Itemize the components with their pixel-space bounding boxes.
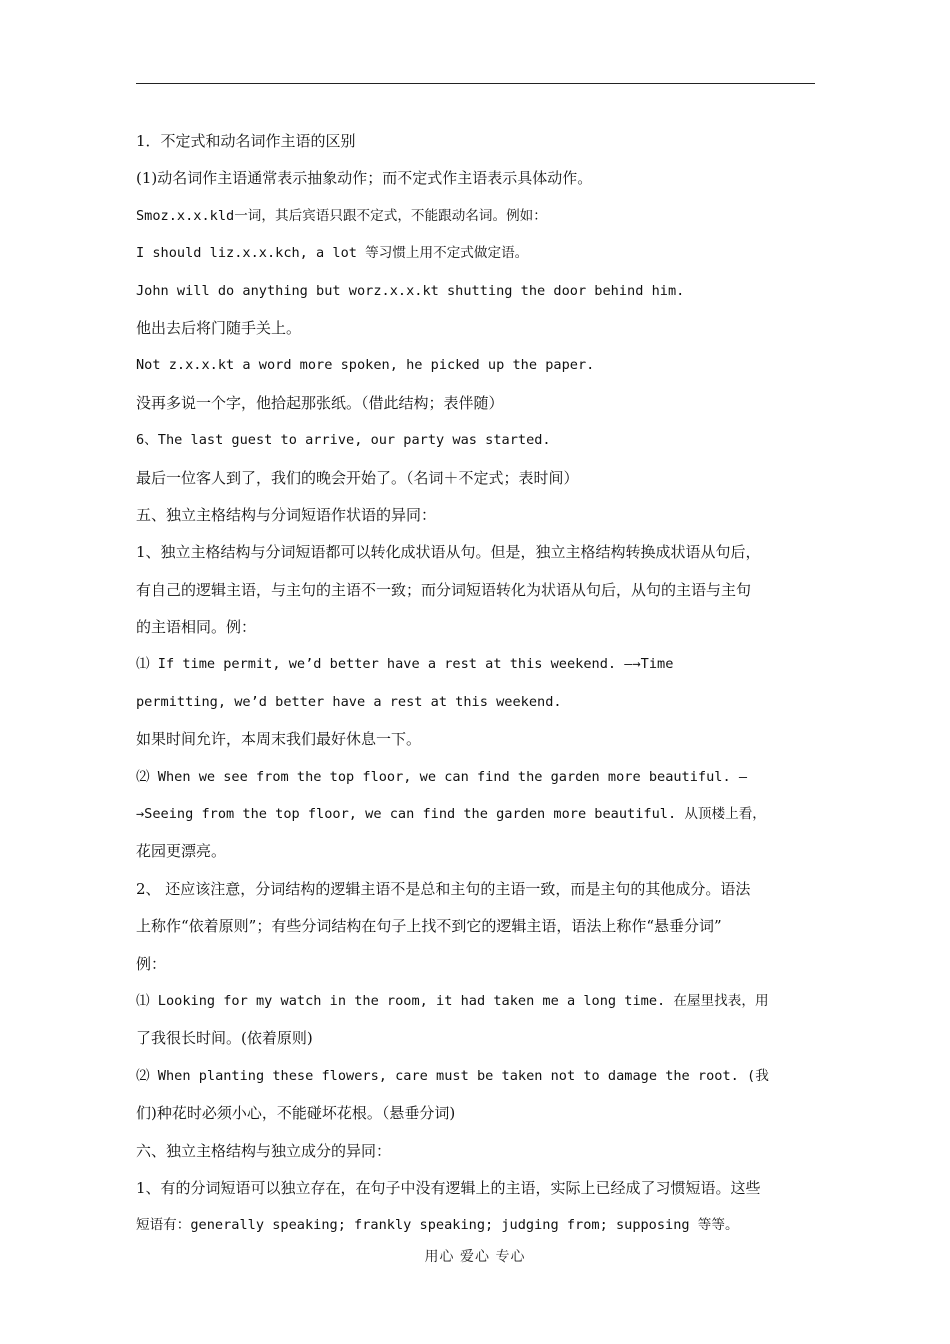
example-translation: 如果时间允许，本周末我们最好休息一下。 [136, 730, 422, 749]
example-translation: 他出去后将门随手关上。 [136, 318, 302, 337]
example-translation: 了我很长时间。(依着原则) [136, 1029, 313, 1048]
example-english: permitting, we’d better have a rest at this weekend. [136, 693, 562, 710]
page-footer: 用心 爱心 专心 [424, 1249, 526, 1265]
example-english: John will do anything but worz.x.x.kt shutting the door behind him. [136, 282, 685, 299]
section-heading: 六、独立主格结构与独立成分的异同： [136, 1141, 392, 1160]
example-english: Not z.x.x.kt a word more spoken, he picked up the paper. [136, 357, 595, 374]
paragraph: Smoz.x.x.kld一词，其后宾语只跟不定式，不能跟动名词。例如： [136, 207, 547, 224]
paragraph: (1)动名词作主语通常表示抽象动作；而不定式作主语表示具体动作。 [136, 169, 593, 188]
section-heading: 五、独立主格结构与分词短语作状语的异同： [136, 505, 437, 524]
example-english: ⑴ Looking for my watch in the room, it had taken me a long time. 在屋里找表，用 [136, 992, 769, 1009]
paragraph: 1、有的分词短语可以独立存在，在句子中没有逻辑上的主语，实际上已经成了习惯短语。这些 [136, 1178, 761, 1197]
paragraph: 的主语相同。例： [136, 618, 257, 637]
paragraph: 短语有：generally speaking; frankly speaking; judging from; supposing 等等。 [136, 1217, 739, 1234]
example-english: 6、The last guest to arrive, our party was started. [136, 432, 551, 449]
paragraph: 1、独立主格结构与分词短语都可以转化成状语从句。但是，独立主格结构转换成状语从句后， [136, 543, 761, 562]
document-body [136, 123, 815, 1245]
paragraph: 2、 还应该注意，分词结构的逻辑主语不是总和主句的主语一致，而是主句的其他成分。语法 [136, 879, 751, 898]
paragraph: I should liz.x.x.kch, a lot 等习惯上用不定式做定语。 [136, 245, 529, 262]
heading-1: 1．不定式和动名词作主语的区别 [136, 132, 356, 150]
paragraph: 例： [136, 954, 167, 973]
example-english: ⑵ When planting these flowers, care must be taken not to damage the root. (我 [136, 1067, 769, 1084]
example-translation: 最后一位客人到了，我们的晚会开始了。（名词＋不定式；表时间） [136, 468, 579, 487]
example-translation: 们)种花时必须小心，不能碰坏花根。（悬垂分词) [136, 1104, 456, 1123]
example-translation: 花园更漂亮。 [136, 842, 227, 861]
example-english: ⑵ When we see from the top floor, we can find the garden more beautiful. — [136, 768, 748, 785]
example-english [136, 646, 815, 683]
example-translation: 没再多说一个字，他拾起那张纸。（借此结构；表伴随） [136, 393, 504, 412]
paragraph: 上称作“依着原则”；有些分词结构在句子上找不到它的逻辑主语，语法上称作“悬垂分词” [136, 917, 722, 936]
header-rule [136, 83, 815, 84]
example-english: →Seeing from the top floor, we can find the garden more beautiful. 从顶楼上看， [136, 806, 766, 823]
example-text: ⑴ If time permit, we’d better have a rest at this weekend. —→Time [136, 656, 674, 673]
paragraph: 有自己的逻辑主语，与主句的主语不一致；而分词短语转化为状语从句后，从句的主语与主句 [136, 580, 752, 599]
